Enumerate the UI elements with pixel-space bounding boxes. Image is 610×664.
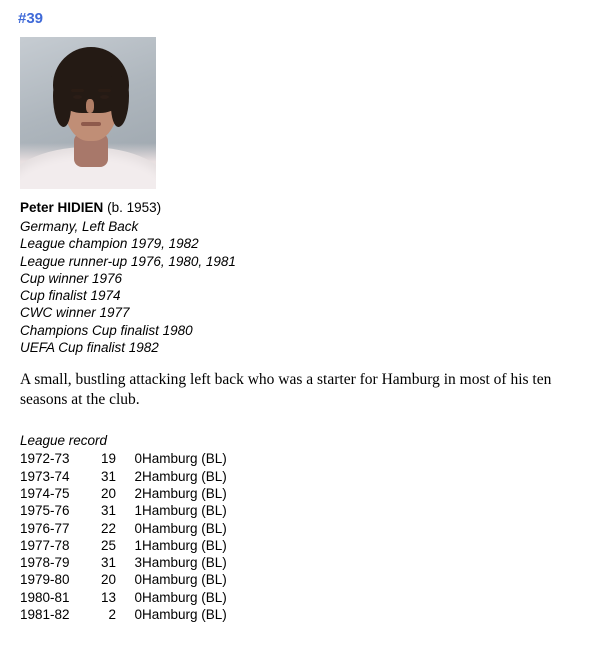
row-club: Hamburg (BL) [142,520,227,536]
row-club: Hamburg (BL) [142,607,227,623]
row-season: 1972-73 [20,451,70,467]
rank-value: 39 [26,10,44,27]
player-nationality-position: Germany, Left Back [20,219,139,234]
table-row [20,554,227,571]
row-apps: 22 [100,520,116,536]
row-goals: 0 [134,451,142,467]
table-row [20,537,227,554]
row-apps: 20 [100,572,116,588]
row-season: 1977-78 [20,537,70,553]
photo-nose [86,99,94,113]
photo-brow-left [71,89,84,92]
player-surname: HIDIEN [57,200,104,215]
honour-item: Cup finalist 1974 [20,288,121,304]
row-club: Hamburg (BL) [142,555,227,571]
row-club: Hamburg (BL) [142,451,227,467]
table-row [20,571,227,588]
row-apps: 25 [100,537,116,553]
league-record-heading: League record [20,433,108,449]
table-row [20,468,227,485]
honour-item: Champions Cup finalist 1980 [20,322,193,338]
honour-item: League champion 1979, 1982 [20,236,199,252]
row-goals: 1 [134,503,142,519]
row-club: Hamburg (BL) [142,468,227,484]
row-apps: 19 [100,451,116,467]
table-row [20,606,227,623]
row-apps: 31 [100,555,116,571]
row-goals: 0 [134,607,142,623]
row-apps: 13 [100,589,116,605]
photo-mouth [81,122,101,126]
row-goals: 0 [134,589,142,605]
table-row [20,502,227,519]
photo-eye-right [100,95,109,99]
row-club: Hamburg (BL) [142,572,227,588]
player-photo [20,37,156,189]
rank-number [18,10,598,27]
rank-hash: # [18,10,27,27]
row-goals: 0 [134,520,142,536]
row-season: 1973-74 [20,468,70,484]
player-details [20,218,598,356]
row-goals: 0 [134,572,142,588]
row-season: 1980-81 [20,589,70,605]
table-row [20,485,227,502]
row-goals: 2 [134,485,142,501]
row-season: 1974-75 [20,485,70,501]
table-row [20,520,227,537]
photo-brow-right [98,89,111,92]
photo-eye-left [73,95,82,99]
player-bio: A small, bustling attacking left back who was a starter for Hamburg in most of his ten seasons at the club. [20,371,552,409]
row-season: 1975-76 [20,503,70,519]
player-born: (b. 1953) [107,200,162,215]
row-club: Hamburg (BL) [142,503,227,519]
row-season: 1978-79 [20,555,70,571]
honour-item: CWC winner 1977 [20,305,130,321]
honour-item: Cup winner 1976 [20,270,123,286]
row-apps: 31 [100,503,116,519]
player-photo-image [20,37,156,189]
row-club: Hamburg (BL) [142,537,227,553]
row-season: 1976-77 [20,520,70,536]
row-club: Hamburg (BL) [142,589,227,605]
honour-item: League runner-up 1976, 1980, 1981 [20,253,236,269]
table-row [20,589,227,606]
row-goals: 3 [134,555,142,571]
player-given-name: Peter [20,200,54,215]
player-name-line [20,199,598,217]
row-apps: 31 [100,468,116,484]
honour-item: UEFA Cup finalist 1982 [20,340,159,356]
table-row [20,450,227,467]
row-season: 1979-80 [20,572,70,588]
row-goals: 2 [134,468,142,484]
row-club: Hamburg (BL) [142,485,227,501]
row-apps: 20 [100,485,116,501]
row-apps: 2 [108,607,116,623]
photo-hair-left [53,75,71,127]
league-record-table [20,450,227,623]
row-season: 1981-82 [20,607,70,623]
row-goals: 1 [134,537,142,553]
